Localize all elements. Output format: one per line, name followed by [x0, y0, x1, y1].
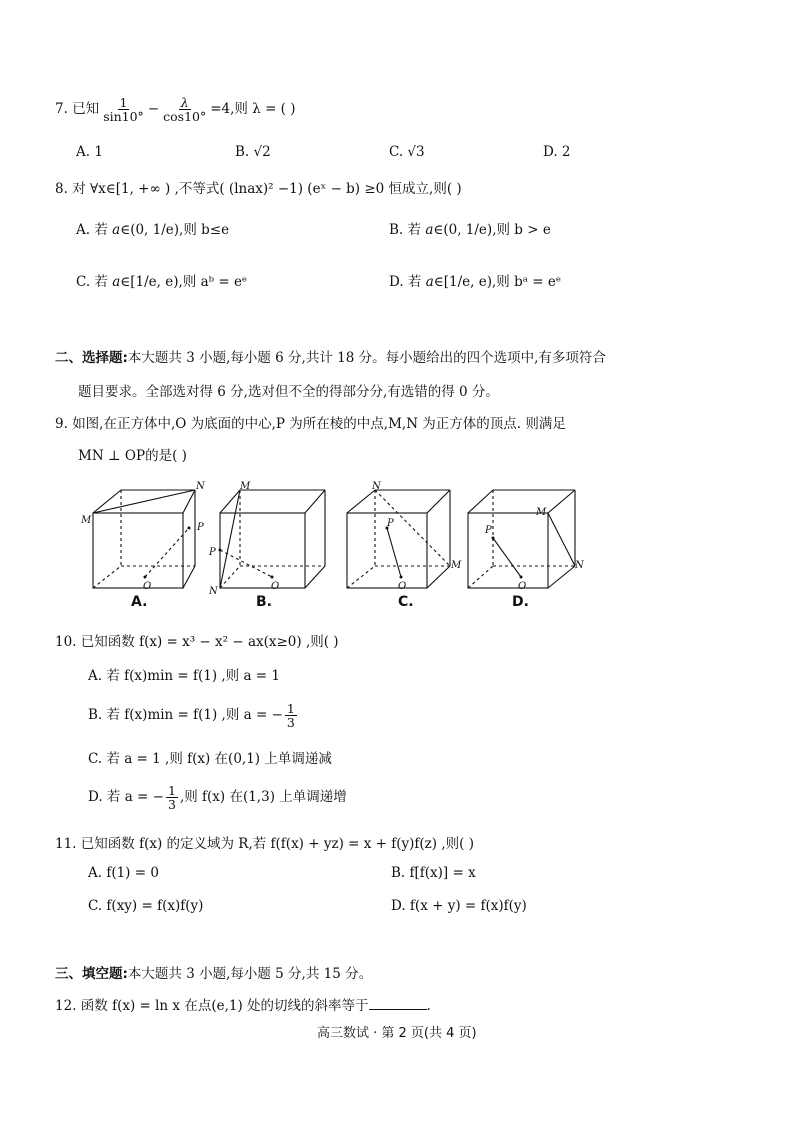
q8-d-result: ,则 bᵃ = eᵉ — [492, 274, 562, 290]
cube-c — [347, 490, 450, 588]
q8-d-cond: a∈ — [425, 274, 444, 290]
cube-a-label-p: P — [197, 522, 204, 533]
page-footer: 高三数试 · 第 2 页(共 4 页) — [317, 1026, 477, 1041]
q7-frac2-den: cos10° — [163, 109, 207, 125]
q10-stem — [55, 630, 339, 650]
q7-option-d: D. 2 — [543, 144, 571, 160]
q10-stem-text: 已知函数 f(x) = x³ − x² − ax(x≥0) ,则( ) — [80, 634, 339, 650]
q8-stem-text: 对 ∀x∈[1, +∞ ) ,不等式( (lnax)² −1) (eˣ − b) ≥0 恒成立,则( ) — [72, 181, 462, 197]
q10-number: 10. — [55, 634, 77, 650]
q9-caption-c: C. — [398, 594, 414, 610]
section2-title: 二、选择题: — [55, 350, 128, 366]
q8-c-interval: [1/e, e) — [130, 274, 179, 290]
cube-a — [93, 490, 195, 588]
cube-c-label-m: M — [451, 560, 462, 571]
section2-text-1: 本大题共 3 小题,每小题 6 分,共计 18 分。每小题给出的四个选项中,有多项符合 — [127, 350, 606, 366]
q8-c-label: C. 若 — [76, 274, 108, 290]
cube-a-label-m: M — [81, 515, 92, 526]
q10-d-fraction — [166, 784, 178, 811]
cube-d-label-o: O — [518, 581, 527, 592]
q8-option-b — [389, 218, 551, 238]
q8-a-label: A. 若 — [76, 222, 108, 238]
q12-answer-blank[interactable] — [369, 997, 427, 1010]
q8-a-interval: (0, 1/e) — [130, 222, 180, 238]
q11-option-b: B. f[f(x)] = x — [391, 865, 476, 881]
q9-caption-b: B. — [256, 594, 272, 610]
q8-a-result: ,则 b≤e — [179, 222, 230, 238]
q7-number: 7. — [55, 101, 68, 118]
section3-text: 本大题共 3 小题,每小题 5 分,共 15 分。 — [127, 966, 373, 982]
q12-end: . — [426, 998, 431, 1014]
section2-line1 — [55, 346, 606, 366]
q10-d-post: ,则 f(x) 在(1,3) 上单调递增 — [179, 789, 347, 806]
cube-a-label-o: O — [143, 581, 152, 592]
section2-line2: 题目要求。全部选对得 6 分,选对但不全的得部分分,有选错的得 0 分。 — [78, 384, 499, 400]
q12-stem — [55, 994, 431, 1014]
q10-option-c: C. 若 a = 1 ,则 f(x) 在(0,1) 上单调递减 — [88, 751, 332, 767]
cube-d-label-n: N — [575, 560, 584, 571]
q11-stem-text: 已知函数 f(x) 的定义域为 R,若 f(f(x) + yz) = x + f(y)f(z) ,则( ) — [80, 836, 474, 852]
q10-b-den: 3 — [286, 715, 295, 731]
q7-stem-pre: 已知 — [72, 101, 100, 118]
q9-caption-a: A. — [131, 594, 148, 610]
cube-c-label-p: P — [387, 518, 394, 529]
q7-fraction-2 — [161, 96, 208, 123]
q8-c-result: ,则 aᵇ = eᵉ — [178, 274, 248, 290]
cube-d-label-m: M — [536, 507, 547, 518]
q10-d-pre: D. 若 a = − — [88, 789, 164, 806]
q12-stem-text: 函数 f(x) = ln x 在点(e,1) 处的切线的斜率等于 — [80, 998, 369, 1014]
cube-b-label-p: P — [209, 547, 216, 558]
q8-option-d — [389, 270, 561, 290]
section3-header — [55, 962, 372, 982]
q9-figures — [75, 478, 595, 613]
q12-number: 12. — [55, 998, 77, 1014]
q11-option-d: D. f(x + y) = f(x)f(y) — [391, 898, 527, 914]
q8-c-cond: a∈ — [112, 274, 131, 290]
q8-number: 8. — [55, 181, 68, 197]
cube-c-label-o: O — [398, 581, 407, 592]
cube-b — [220, 490, 325, 588]
cube-d — [468, 490, 575, 588]
q9-line2: MN ⊥ OP的是( ) — [78, 448, 187, 464]
q10-option-a: A. 若 f(x)min = f(1) ,则 a = 1 — [88, 668, 280, 684]
q9-line1: 如图,在正方体中,O 为底面的中心,P 为所在棱的中点,M,N 为正方体的顶点. 则满足 — [72, 416, 566, 432]
q7-stem — [55, 96, 296, 123]
cube-d-label-p: P — [485, 525, 492, 536]
q7-fraction-1 — [101, 96, 146, 123]
q10-b-fraction — [285, 702, 297, 729]
q10-d-num: 1 — [167, 783, 176, 798]
cube-c-label-n: N — [372, 481, 381, 492]
q8-b-result: ,则 b > e — [492, 222, 551, 238]
cube-b-label-o: O — [271, 581, 280, 592]
q8-option-a — [76, 218, 229, 238]
q8-b-label: B. 若 — [389, 222, 422, 238]
q8-stem — [55, 177, 462, 197]
q7-stem-post: =4,则 λ = ( ) — [210, 101, 296, 118]
q10-d-den: 3 — [167, 797, 176, 813]
q8-b-interval: (0, 1/e) — [443, 222, 493, 238]
q9-stem — [55, 412, 566, 432]
q7-option-b: B. √2 — [235, 144, 271, 160]
q8-a-cond: a∈ — [112, 222, 131, 238]
cube-b-label-n: N — [209, 586, 218, 597]
q7-minus: − — [147, 101, 160, 118]
q9-caption-d: D. — [512, 594, 529, 610]
q9-number: 9. — [55, 416, 68, 432]
q10-b-num: 1 — [286, 701, 295, 716]
q8-option-c — [76, 270, 247, 290]
section3-title: 三、填空题: — [55, 966, 128, 982]
q11-option-c: C. f(xy) = f(x)f(y) — [88, 898, 204, 914]
q7-frac2-num: λ — [180, 95, 189, 110]
q8-d-interval: [1/e, e) — [443, 274, 493, 290]
q7-option-c: C. √3 — [389, 144, 425, 160]
cube-a-label-n: N — [196, 481, 205, 492]
q11-option-a: A. f(1) = 0 — [88, 865, 159, 881]
q7-option-a: A. 1 — [76, 144, 103, 160]
q10-option-d — [88, 784, 347, 811]
q10-b-text: B. 若 f(x)min = f(1) ,则 a = − — [88, 707, 283, 724]
q8-d-label: D. 若 — [389, 274, 422, 290]
q11-number: 11. — [55, 836, 77, 852]
q7-frac1-den: sin10° — [103, 109, 144, 125]
q11-stem — [55, 832, 474, 852]
cube-b-label-m: M — [240, 481, 251, 492]
q8-b-cond: a∈ — [425, 222, 444, 238]
q10-option-b — [88, 702, 299, 729]
q7-frac1-num: 1 — [119, 95, 128, 110]
